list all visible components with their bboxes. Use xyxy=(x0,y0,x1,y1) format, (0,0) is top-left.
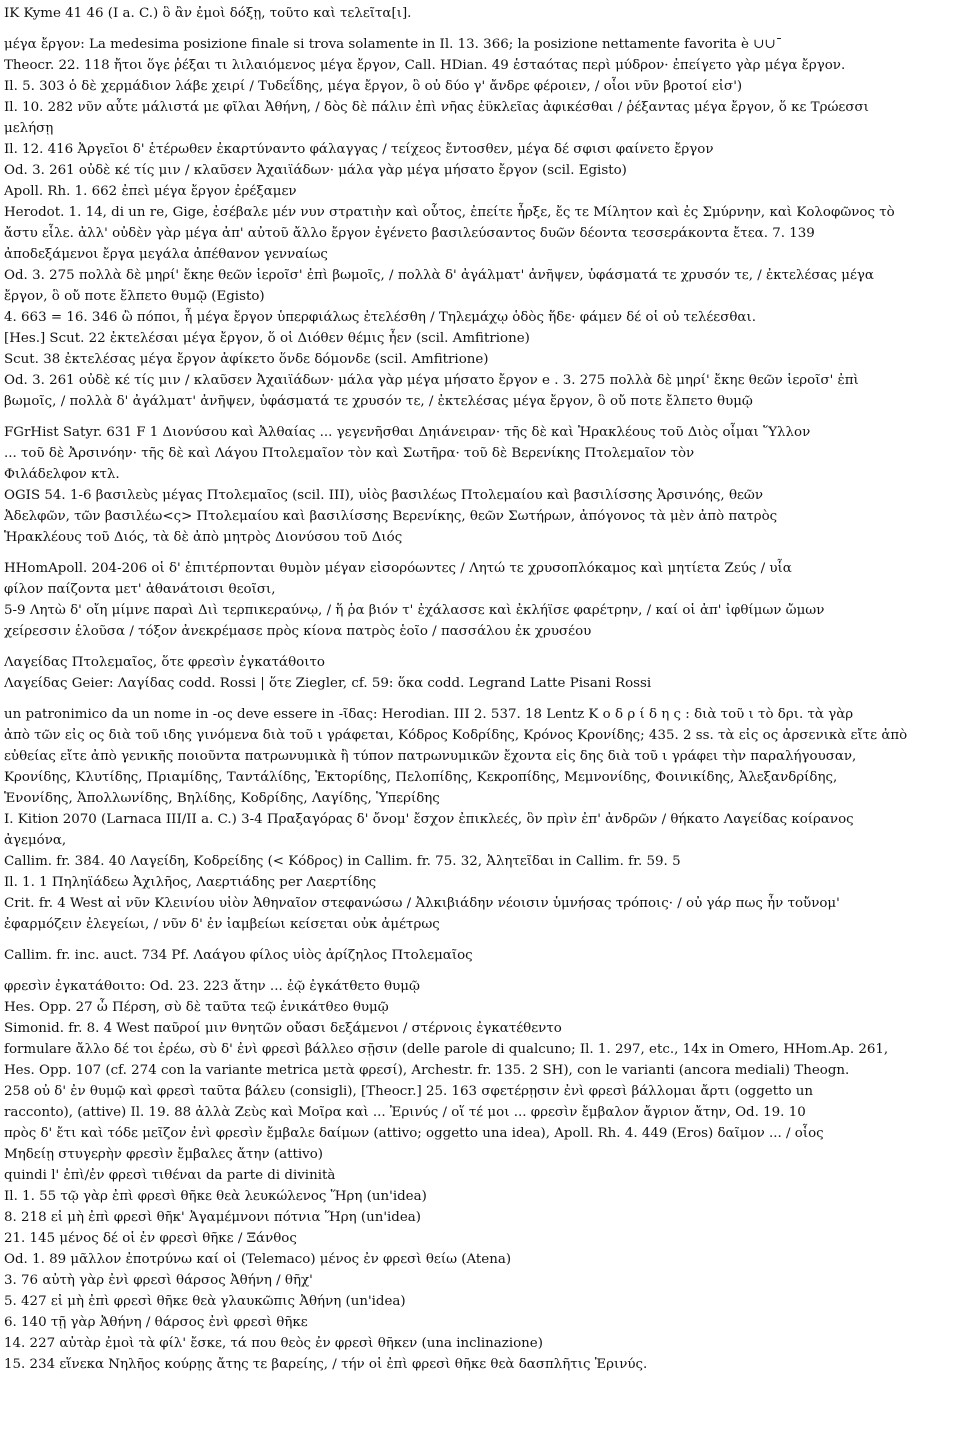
spacer xyxy=(4,548,948,558)
text-line: ἄστυ εἷλε. ἀλλ' οὐδὲν γὰρ μέγα ἀπ' αὐτοῦ ἄλλο ἔργον ἐγένετο βασιλεύσαντος δυῶν δέοντα τεσσεράκοντα ἔτεα. 7. 139 xyxy=(4,226,815,241)
block-lemma-lageidas xyxy=(4,652,948,694)
text-line: 8. 218 εἰ μὴ ἐπὶ φρεσὶ θῆκ' Ἀγαμέμνονι πότνια Ἥρη (un'idea) xyxy=(4,1210,421,1225)
text-line: Λαγείδας Πτολεμαῖος, ὅτε φρεσὶν ἐγκατάθοιτο xyxy=(4,655,325,670)
text-line: 6. 140 τῇ γὰρ Ἀθήνη / θάρσος ἐνὶ φρεσὶ θῆκε xyxy=(4,1315,308,1330)
text-line: I. Kition 2070 (Larnaca III/II a. C.) 3-4 Πραξαγόρας δ' ὄνομ' ἔσχον ἐπικλεές, ὃν πρὶν ἐπ' ἀνδρῶν / θήκατο Λαγείδας κοίρανος xyxy=(4,812,854,827)
text-line: Κρονίδης, Κλυτίδης, Πριαμίδης, Ταντάλίδης, Ἑκτορίδης, Πελοπίδης, Κεκροπίδης, Μεμνονίδης, Φοινικίδης, Ἀλεξανδρίδης, xyxy=(4,770,838,785)
text-line: 5. 427 εἰ μὴ ἐπὶ φρεσὶ θῆκε θεὰ γλαυκῶπις Ἀθήνη (un'idea) xyxy=(4,1294,406,1309)
text-line: Ἀδελφῶν, τῶν βασιλέω<ς> Πτολεμαίου καὶ βασιλίσσης Βερενίκης, θεῶν Σωτήρων, ἀπόγονος τὰ μὲν ἀπὸ πατρὸς xyxy=(4,509,778,524)
spacer xyxy=(4,966,948,976)
text-line: Il. 1. 55 τῷ γὰρ ἐπὶ φρεσὶ θῆκε θεὰ λευκώλενος Ἥρη (un'idea) xyxy=(4,1189,427,1204)
text-line: ἔργον, ὃ οὔ ποτε ἔλπετο θυμῷ (Egisto) xyxy=(4,289,265,304)
text-line: 5-9 Λητὼ δ' οἴη μίμνε παραὶ Διὶ τερπικεραύνῳ, / ἥ ῥα βιόν τ' ἐχάλασσε καὶ ἐκλήϊσε φαρέτρην, / καί οἱ ἀπ' ἰφθίμων ὤμων xyxy=(4,603,825,618)
text-line: Scut. 38 ἐκτελέσας μέγα ἔργον ἀφίκετο ὅνδε δόμονδε (scil. Amfitrione) xyxy=(4,352,489,367)
text-line: ἀγεμόνα, xyxy=(4,833,67,848)
text-line: Ἡρακλέους τοῦ Διός, τὰ δὲ ἀπὸ μητρὸς Διονύσου τοῦ Διός xyxy=(4,530,403,545)
block-inscription-kyme xyxy=(4,3,948,24)
text-line: 258 οὐ δ' ἐν θυμῷ καὶ φρεσὶ ταῦτα βάλευ (consigli), [Theocr.] 25. 163 σφετέρῃσιν ἐνὶ φρεσὶ βάλλομαι ἄρτι (oggetto un xyxy=(4,1084,814,1099)
text-line: Λαγείδας Geier: Λαγίδας codd. Rossi | ὅτε Ziegler, cf. 59: ὅκα codd. Legrand Latte Pisani Rossi xyxy=(4,676,652,691)
block-phresin-enkatathoito xyxy=(4,976,948,1375)
text-line: Il. 1. 1 Πηληϊάδεω Ἀχιλῆος, Λαερτιάδης per Λαερτίδης xyxy=(4,875,377,890)
text-line: Od. 3. 275 πολλὰ δὲ μηρί' ἔκηε θεῶν ἱεροῖσ' ἐπὶ βωμοῖς, / πολλὰ δ' ἀγάλματ' ἀνῆψεν, ὑφάσματά τε χρυσόν τε, / ἐκτελέσας μέγα xyxy=(4,268,874,283)
text-line: HHomApoll. 204-206 οἱ δ' ἐπιτέρπονται θυμὸν μέγαν εἰσορόωντες / Λητώ τε χρυσοπλόκαμος καὶ μητίετα Ζεύς / υἷα xyxy=(4,561,792,576)
text-line: racconto), (attive) Il. 19. 88 ἀλλὰ Ζεὺς καὶ Μοῖρα καὶ ... Ἐρινύς / οἵ τέ μοι ... φρεσὶν ἔμβαλον ἄγριον ἄτην, Od. 19. 10 xyxy=(4,1105,806,1120)
text-line: ἀπὸ τῶν εἰς ος διὰ τοῦ ιδης γινόμενα διὰ τοῦ ι γράφεται, Κόδρος Κοδρίδης, Κρόνος Κρονίδης; 435. 2 ss. τὰ εἰς ος ἀρσενικὰ εἴτε ἀπὸ xyxy=(4,728,908,743)
spacer xyxy=(4,694,948,704)
block-hhomapoll xyxy=(4,558,948,642)
text-line: Μηδείῃ στυγερὴν φρεσὶν ἔμβαλες ἄτην (attivo) xyxy=(4,1147,323,1162)
text-line: φρεσὶν ἐγκατάθοιτο: Od. 23. 223 ἄτην ... ἑῷ ἐγκάτθετο θυμῷ xyxy=(4,979,420,994)
text-line: 15. 234 εἵνεκα Νηλῆος κούρῃς ἄτης τε βαρείης, / τήν οἱ ἐπὶ φρεσὶ θῆκε θεὰ δασπλῆτις Ἐρινύς. xyxy=(4,1357,648,1372)
text-line: IK Kyme 41 46 (I a. C.) ὃ ἂν ἐμοὶ δόξῃ, τοῦτο καὶ τελεῖτα[ι]. xyxy=(4,6,412,21)
text-line: [Hes.] Scut. 22 ἐκτελέσαι μέγα ἔργον, ὅ οἱ Διόθεν θέμις ἦεν (scil. Amfitrione) xyxy=(4,331,530,346)
text-line: ... τοῦ δὲ Ἀρσινόην· τῆς δὲ καὶ Λάγου Πτολεμαῖον τὸν καὶ Σωτῆρα· τοῦ δὲ Βερενίκης Πτολεμαῖον τὸν xyxy=(4,446,695,461)
text-line: formulare ἄλλο δέ τοι ἐρέω, σὺ δ' ἐνὶ φρεσὶ βάλλεο σῇσιν (delle parole di qualcuno; Il. 1. 297, etc., 14x in Omero, HHom.Ap. 261, xyxy=(4,1042,889,1057)
text-line: μελήσῃ xyxy=(4,121,54,136)
block-mega-ergon xyxy=(4,34,948,412)
text-line: Od. 1. 89 μᾶλλον ἐποτρύνω καί οἱ (Telemaco) μένος ἐν φρεσὶ θείω (Atena) xyxy=(4,1252,512,1267)
text-line: 21. 145 μένος δέ οἱ ἐν φρεσὶ θῆκε / Ξάνθος xyxy=(4,1231,297,1246)
text-line: Theocr. 22. 118 ἤτοι ὅγε ῥέξαι τι λιλαιόμενος μέγα ἔργον, Call. HDian. 49 ἑσταότας περὶ μύδρον· ἐπείγετο γὰρ μέγα ἔργον. xyxy=(4,58,846,73)
text-line: Callim. fr. inc. auct. 734 Pf. Λαάγου φίλος υἱὸς ἀρίζηλος Πτολεμαῖος xyxy=(4,948,473,963)
block-callim-fr-inc xyxy=(4,945,948,966)
spacer xyxy=(4,412,948,422)
text-line: ἀποδεξάμενοι ἔργα μεγάλα ἀπέθανον γενναίως xyxy=(4,247,328,262)
text-line: 3. 76 αὐτὴ γὰρ ἐνὶ φρεσὶ θάρσος Ἀθήνη / θῆχ' xyxy=(4,1273,313,1288)
text-line: φίλον παίζοντα μετ' ἀθανάτοισι θεοῖσι, xyxy=(4,582,276,597)
text-line: Il. 12. 416 Ἀργεῖοι δ' ἑτέρωθεν ἐκαρτύναντο φάλαγγας / τείχεος ἔντοσθεν, μέγα δέ σφισι φαίνετο ἔργον xyxy=(4,142,714,157)
text-line: OGIS 54. 1-6 βασιλεὺς μέγας Πτολεμαῖος (scil. III), υἱὸς βασιλέως Πτολεμαίου καὶ βασιλίσσης Ἀρσινόης, θεῶν xyxy=(4,488,763,503)
text-line: μέγα ἔργον: La medesima posizione finale si trova solamente in Il. 13. 366; la posizione nettamente favorita è ∪∪¯ xyxy=(4,37,783,52)
text-line: 14. 227 αὐτὰρ ἐμοὶ τὰ φίλ' ἔσκε, τά που θεὸς ἐν φρεσὶ θῆκεν (una inclinazione) xyxy=(4,1336,543,1351)
text-line: Herodot. 1. 14, di un re, Gige, ἐσέβαλε μέν νυν στρατιὴν καὶ οὗτος, ἐπείτε ἦρξε, ἔς τε Μίλητον καὶ ἐς Σμύρνην, καὶ Κολοφῶνος τὸ xyxy=(4,205,895,220)
text-line: χείρεσσιν ἑλοῦσα / τόξον ἀνεκρέμασε πρὸς κίονα πατρὸς ἑοῖο / πασσάλου ἐκ χρυσέου xyxy=(4,624,592,639)
text-line: Od. 3. 261 οὐδὲ κέ τίς μιν / κλαῦσεν Ἀχαιϊάδων· μάλα γὰρ μέγα μήσατο ἔργον e . 3. 275 πολλὰ δὲ μηρί' ἔκηε θεῶν ἱεροῖσ' ἐπὶ xyxy=(4,373,859,388)
text-line: un patronimico da un nome in -ος deve essere in -ῖδας: Herodian. III 2. 537. 18 Lentz Κ ο δ ρ ί δ η ς : διὰ τοῦ ι τὸ δρι. τὰ γὰρ xyxy=(4,707,854,722)
spacer xyxy=(4,24,948,34)
spacer xyxy=(4,642,948,652)
text-line: Il. 5. 303 ὁ δὲ χερμάδιον λάβε χειρί / Τυδεΐδης, μέγα ἔργον, ὃ οὐ δύο γ' ἄνδρε φέροιεν, / οἷοι νῦν βροτοί εἰσ') xyxy=(4,79,743,94)
text-line: Apoll. Rh. 1. 662 ἐπεὶ μέγα ἔργον ἐρέξαμεν xyxy=(4,184,297,199)
text-line: Callim. fr. 384. 40 Λαγείδη, Κοδρείδης (< Κόδρος) in Callim. fr. 75. 32, Ἀλητεῖδαι in Callim. fr. 59. 5 xyxy=(4,854,681,869)
text-line: εὐθείας εἴτε ἀπὸ γενικῆς ποιοῦντα πατρωνυμικὰ ἢ τύπον πατρωνυμικῶν ἔχοντα εἰς δης διὰ τοῦ ι γράφει τὴν παραλήγουσαν, xyxy=(4,749,857,764)
text-line: ἐφαρμόζειν ἐλεγείωι, / νῦν δ' ἐν ἰαμβείωι κείσεται οὐκ ἀμέτρως xyxy=(4,917,440,932)
block-patronimico xyxy=(4,704,948,935)
text-line: Simonid. fr. 8. 4 West παῦροί μιν θνητῶν οὔασι δεξάμενοι / στέρνοις ἐγκατέθεντο xyxy=(4,1021,562,1036)
text-line: FGrHist Satyr. 631 F 1 Διονύσου καὶ Ἀλθαίας ... γεγενῆσθαι Δηιάνειραν· τῆς δὲ καὶ Ἡρακλέους τοῦ Διὸς οἶμαι Ὕλλον xyxy=(4,425,811,440)
spacer xyxy=(4,935,948,945)
text-line: πρὸς δ' ἔτι καὶ τόδε μεῖζον ἐνὶ φρεσὶν ἔμβαλε δαίμων (attivo; oggetto una idea), Apoll. Rh. 4. 449 (Eros) δαῖμον ... / οἷος xyxy=(4,1126,824,1141)
text-line: Crit. fr. 4 West αἰ νῦν Κλεινίου υἱὸν Ἀθηναῖον στεφανώσω / Ἀλκιβιάδην νέοισιν ὑμνήσας τρόποις· / οὐ γάρ πως ἦν τοὔνομ' xyxy=(4,896,840,911)
text-line: Φιλάδελφον κτλ. xyxy=(4,467,120,482)
text-line: Hes. Opp. 107 (cf. 274 con la variante metrica μετὰ φρεσί), Archestr. fr. 135. 2 SH), con le varianti (ancora mediali) Theogn. xyxy=(4,1063,850,1078)
text-line: βωμοῖς, / πολλὰ δ' ἀγάλματ' ἀνῆψεν, ὑφάσματά τε χρυσόν τε, / ἐκτελέσας μέγα ἔργον, ὃ οὔ ποτε ἔλπετο θυμῷ xyxy=(4,394,753,409)
text-line: Ἑνονίδης, Ἀπολλωνίδης, Βηλίδης, Κοδρίδης, Λαγίδης, Ὑπερίδης xyxy=(4,791,440,806)
text-line: 4. 663 = 16. 346 ὢ πόποι, ἦ μέγα ἔργον ὑπερφιάλως ἐτελέσθη / Τηλεμάχῳ ὁδὸς ἥδε· φάμεν δέ οἱ οὐ τελέεσθαι. xyxy=(4,310,756,325)
text-line: Hes. Opp. 27 ὦ Πέρση, σὺ δὲ ταῦτα τεῷ ἐνικάτθεο θυμῷ xyxy=(4,1000,389,1015)
text-line: quindi l' ἐπὶ/ἐν φρεσὶ τιθέναι da parte di divinità xyxy=(4,1168,336,1183)
text-line: Il. 10. 282 νῦν αὖτε μάλιστά με φῖλαι Ἀθήνη, / δὸς δὲ πάλιν ἐπὶ νῆας ἐϋκλεῖας ἀφικέσθαι / ῥέξαντας μέγα ἔργον, ὅ κε Τρώεσσι xyxy=(4,100,869,115)
block-satyrus-ogis xyxy=(4,422,948,548)
text-line: Od. 3. 261 οὐδὲ κέ τίς μιν / κλαῦσεν Ἀχαιϊάδων· μάλα γὰρ μέγα μήσατο ἔργον (scil. Egisto) xyxy=(4,163,627,178)
